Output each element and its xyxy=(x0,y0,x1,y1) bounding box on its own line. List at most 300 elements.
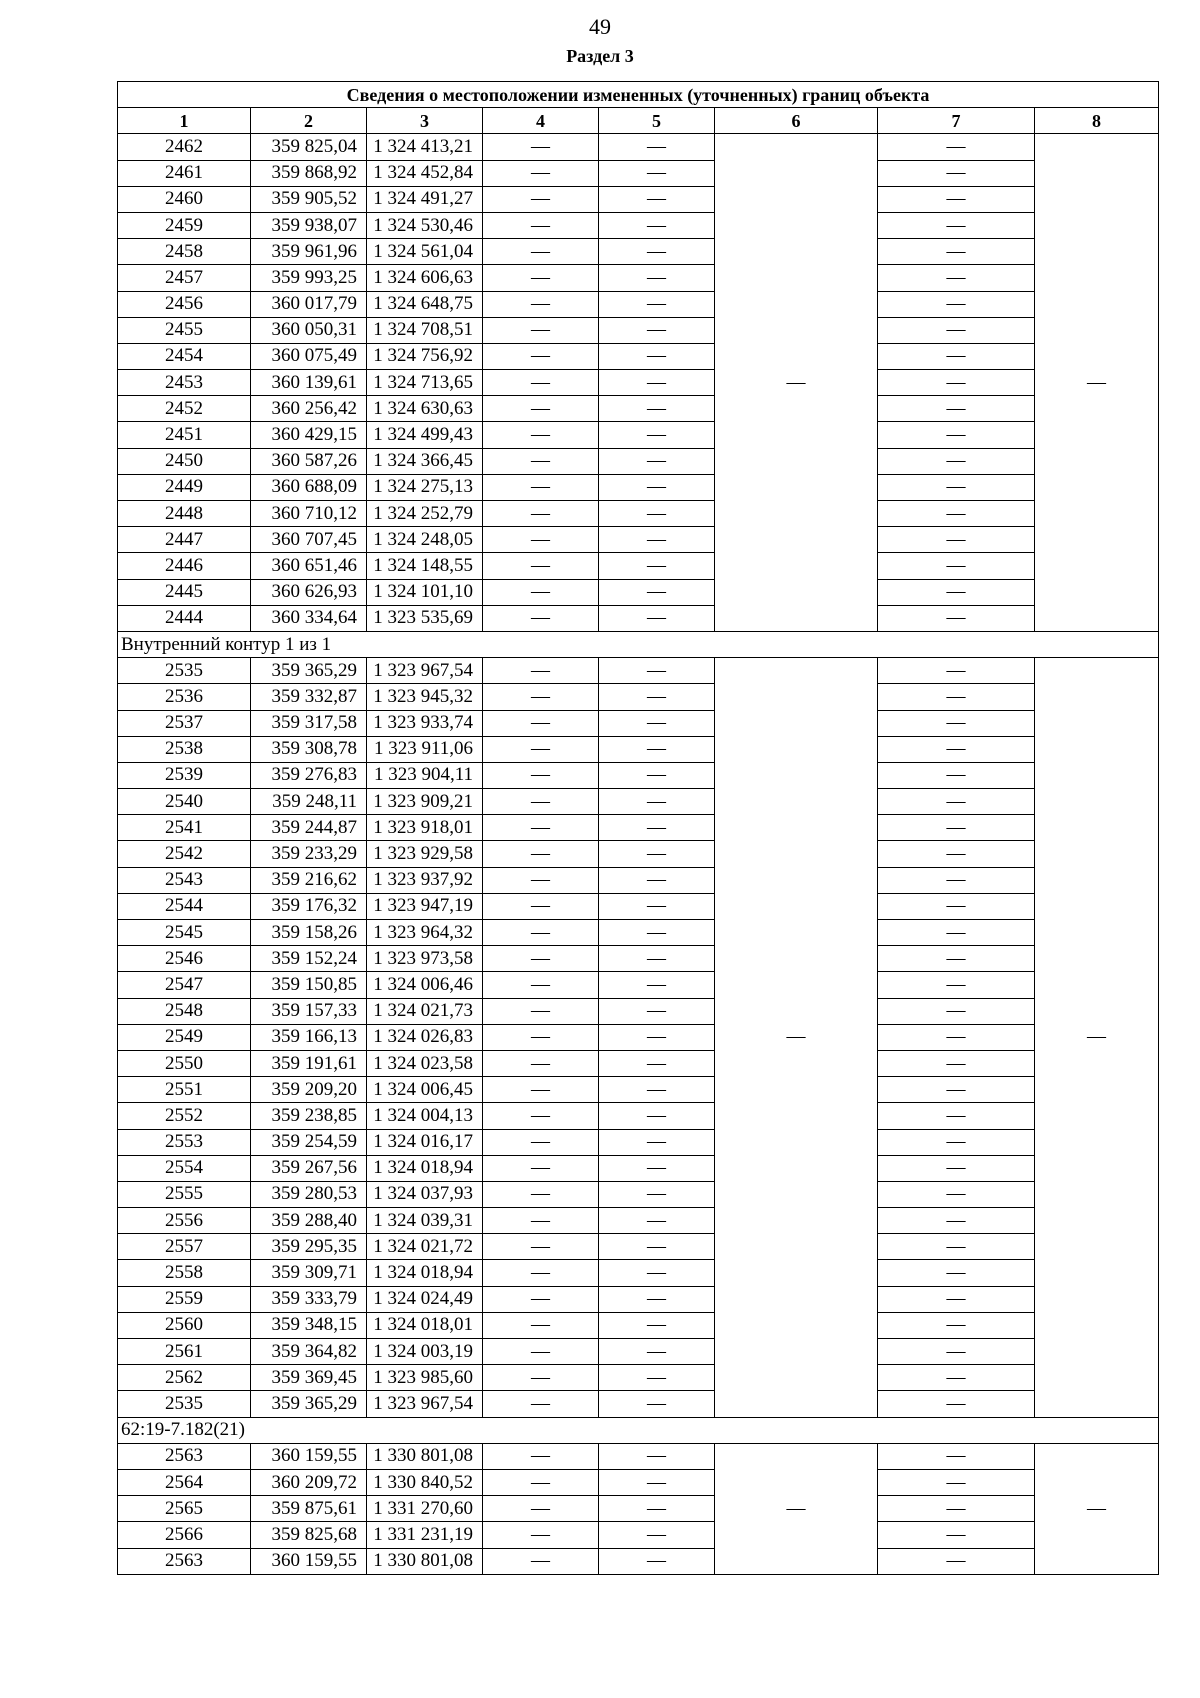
column-5-cell: — xyxy=(599,684,715,710)
point-number-cell: 2537 xyxy=(118,710,251,736)
point-number-cell: 2548 xyxy=(118,998,251,1024)
coordinate-y-cell: 1 324 630,63 xyxy=(367,396,483,422)
table-row xyxy=(118,762,1159,788)
coordinate-y-cell: 1 324 006,45 xyxy=(367,1077,483,1103)
column-4-cell: — xyxy=(483,291,599,317)
coordinate-y-cell: 1 324 452,84 xyxy=(367,160,483,186)
coordinate-x-cell: 359 825,68 xyxy=(251,1522,367,1548)
column-7-cell: — xyxy=(878,972,1035,998)
coordinate-x-cell: 360 710,12 xyxy=(251,501,367,527)
table-row xyxy=(118,1208,1159,1234)
column-7-cell: — xyxy=(878,1286,1035,1312)
column-header-7: 7 xyxy=(878,108,1035,134)
coordinate-x-cell: 359 244,87 xyxy=(251,815,367,841)
column-7-cell: — xyxy=(878,1155,1035,1181)
column-7-cell: — xyxy=(878,867,1035,893)
column-7-cell: — xyxy=(878,946,1035,972)
column-7-cell: — xyxy=(878,893,1035,919)
column-7-cell: — xyxy=(878,1129,1035,1155)
column-5-cell: — xyxy=(599,553,715,579)
column-5-cell: — xyxy=(599,317,715,343)
column-4-cell: — xyxy=(483,684,599,710)
point-number-cell: 2535 xyxy=(118,1391,251,1417)
coordinate-x-cell: 359 191,61 xyxy=(251,1050,367,1076)
coordinate-x-cell: 359 868,92 xyxy=(251,160,367,186)
column-5-cell: — xyxy=(599,474,715,500)
coordinate-x-cell: 360 017,79 xyxy=(251,291,367,317)
column-7-cell: — xyxy=(878,474,1035,500)
point-number-cell: 2453 xyxy=(118,370,251,396)
table-row xyxy=(118,1365,1159,1391)
column-5-cell: — xyxy=(599,1391,715,1417)
coordinate-y-cell: 1 324 006,46 xyxy=(367,972,483,998)
coordinate-x-cell: 360 688,09 xyxy=(251,474,367,500)
column-header-3: 3 xyxy=(367,108,483,134)
column-header-6: 6 xyxy=(715,108,878,134)
table-row xyxy=(118,920,1159,946)
coordinate-x-cell: 359 938,07 xyxy=(251,212,367,238)
column-7-cell: — xyxy=(878,160,1035,186)
column-7-cell: — xyxy=(878,579,1035,605)
table-row xyxy=(118,1496,1159,1522)
coordinate-x-cell: 359 993,25 xyxy=(251,265,367,291)
column-4-cell: — xyxy=(483,1391,599,1417)
coordinate-x-cell: 359 158,26 xyxy=(251,920,367,946)
column-7-cell: — xyxy=(878,762,1035,788)
column-4-cell: — xyxy=(483,501,599,527)
table-row xyxy=(118,946,1159,972)
column-4-cell: — xyxy=(483,1077,599,1103)
coordinate-y-cell: 1 324 248,05 xyxy=(367,527,483,553)
coordinate-x-cell: 359 348,15 xyxy=(251,1312,367,1338)
table-row xyxy=(118,710,1159,736)
column-7-cell: — xyxy=(878,1522,1035,1548)
column-5-cell: — xyxy=(599,396,715,422)
column-5-cell: — xyxy=(599,1155,715,1181)
coordinate-y-cell: 1 331 231,19 xyxy=(367,1522,483,1548)
coordinate-y-cell: 1 324 530,46 xyxy=(367,212,483,238)
coordinate-y-cell: 1 324 708,51 xyxy=(367,317,483,343)
coordinate-y-cell: 1 323 964,32 xyxy=(367,920,483,946)
column-6-merged-cell: — xyxy=(715,658,878,1417)
column-4-cell: — xyxy=(483,1024,599,1050)
table-row xyxy=(118,736,1159,762)
column-header-row xyxy=(118,108,1159,134)
point-number-cell: 2557 xyxy=(118,1234,251,1260)
coordinate-x-cell: 360 209,72 xyxy=(251,1469,367,1495)
column-6-merged-cell: — xyxy=(715,1443,878,1574)
coordinate-x-cell: 359 317,58 xyxy=(251,710,367,736)
point-number-cell: 2558 xyxy=(118,1260,251,1286)
point-number-cell: 2538 xyxy=(118,736,251,762)
table-row xyxy=(118,841,1159,867)
point-number-cell: 2449 xyxy=(118,474,251,500)
column-7-cell: — xyxy=(878,422,1035,448)
table-row xyxy=(118,291,1159,317)
column-4-cell: — xyxy=(483,789,599,815)
coordinate-x-cell: 359 333,79 xyxy=(251,1286,367,1312)
point-number-cell: 2536 xyxy=(118,684,251,710)
table-row xyxy=(118,343,1159,369)
column-7-cell: — xyxy=(878,396,1035,422)
coordinate-y-cell: 1 323 937,92 xyxy=(367,867,483,893)
column-4-cell: — xyxy=(483,1129,599,1155)
table-row xyxy=(118,1522,1159,1548)
column-4-cell: — xyxy=(483,920,599,946)
column-4-cell: — xyxy=(483,553,599,579)
table-row xyxy=(118,684,1159,710)
point-number-cell: 2457 xyxy=(118,265,251,291)
coordinate-x-cell: 359 308,78 xyxy=(251,736,367,762)
coordinate-y-cell: 1 324 021,73 xyxy=(367,998,483,1024)
coordinate-y-cell: 1 324 756,92 xyxy=(367,343,483,369)
coordinate-x-cell: 360 626,93 xyxy=(251,579,367,605)
section-title: Раздел 3 xyxy=(566,46,634,66)
coordinate-y-cell: 1 323 967,54 xyxy=(367,1391,483,1417)
coordinate-x-cell: 359 369,45 xyxy=(251,1365,367,1391)
column-5-cell: — xyxy=(599,265,715,291)
point-number-cell: 2543 xyxy=(118,867,251,893)
coordinate-y-cell: 1 323 945,32 xyxy=(367,684,483,710)
column-5-cell: — xyxy=(599,134,715,160)
point-number-cell: 2456 xyxy=(118,291,251,317)
table-row xyxy=(118,1234,1159,1260)
coordinate-x-cell: 359 961,96 xyxy=(251,239,367,265)
table-row xyxy=(118,1103,1159,1129)
column-4-cell: — xyxy=(483,815,599,841)
table-row xyxy=(118,658,1159,684)
coordinate-y-cell: 1 324 016,17 xyxy=(367,1129,483,1155)
coordinate-x-cell: 359 364,82 xyxy=(251,1339,367,1365)
table-row xyxy=(118,186,1159,212)
coordinate-x-cell: 359 295,35 xyxy=(251,1234,367,1260)
column-7-cell: — xyxy=(878,1260,1035,1286)
column-7-cell: — xyxy=(878,920,1035,946)
coordinate-y-cell: 1 324 018,94 xyxy=(367,1260,483,1286)
coordinate-x-cell: 359 209,20 xyxy=(251,1077,367,1103)
coordinate-y-cell: 1 324 275,13 xyxy=(367,474,483,500)
table-row xyxy=(118,317,1159,343)
table-row xyxy=(118,553,1159,579)
column-7-cell: — xyxy=(878,684,1035,710)
column-4-cell: — xyxy=(483,1181,599,1207)
column-4-cell: — xyxy=(483,265,599,291)
table-row xyxy=(118,579,1159,605)
point-number-cell: 2460 xyxy=(118,186,251,212)
coordinate-y-cell: 1 331 270,60 xyxy=(367,1496,483,1522)
point-number-cell: 2541 xyxy=(118,815,251,841)
coordinate-y-cell: 1 324 026,83 xyxy=(367,1024,483,1050)
table-row xyxy=(118,1286,1159,1312)
column-7-cell: — xyxy=(878,448,1035,474)
column-5-cell: — xyxy=(599,972,715,998)
column-4-cell: — xyxy=(483,1312,599,1338)
column-4-cell: — xyxy=(483,239,599,265)
table-row xyxy=(118,867,1159,893)
column-4-cell: — xyxy=(483,448,599,474)
point-number-cell: 2539 xyxy=(118,762,251,788)
point-number-cell: 2448 xyxy=(118,501,251,527)
coordinate-y-cell: 1 323 933,74 xyxy=(367,710,483,736)
point-number-cell: 2455 xyxy=(118,317,251,343)
point-number-cell: 2547 xyxy=(118,972,251,998)
column-4-cell: — xyxy=(483,1286,599,1312)
column-4-cell: — xyxy=(483,474,599,500)
table-row xyxy=(118,265,1159,291)
coordinate-y-cell: 1 323 918,01 xyxy=(367,815,483,841)
column-5-cell: — xyxy=(599,291,715,317)
column-7-cell: — xyxy=(878,527,1035,553)
column-5-cell: — xyxy=(599,815,715,841)
column-header-8: 8 xyxy=(1035,108,1159,134)
table-row xyxy=(118,1050,1159,1076)
column-7-cell: — xyxy=(878,1234,1035,1260)
coordinate-x-cell: 360 075,49 xyxy=(251,343,367,369)
table-row xyxy=(118,1181,1159,1207)
coordinate-y-cell: 1 324 648,75 xyxy=(367,291,483,317)
coordinate-x-cell: 359 332,87 xyxy=(251,684,367,710)
column-4-cell: — xyxy=(483,710,599,736)
column-4-cell: — xyxy=(483,946,599,972)
column-5-cell: — xyxy=(599,1443,715,1469)
column-5-cell: — xyxy=(599,1365,715,1391)
coordinate-y-cell: 1 324 606,63 xyxy=(367,265,483,291)
column-4-cell: — xyxy=(483,134,599,160)
point-number-cell: 2452 xyxy=(118,396,251,422)
coordinate-y-cell: 1 330 840,52 xyxy=(367,1469,483,1495)
point-number-cell: 2447 xyxy=(118,527,251,553)
column-7-cell: — xyxy=(878,815,1035,841)
column-5-cell: — xyxy=(599,186,715,212)
table-row xyxy=(118,789,1159,815)
coordinate-y-cell: 1 324 252,79 xyxy=(367,501,483,527)
point-number-cell: 2459 xyxy=(118,212,251,238)
point-number-cell: 2461 xyxy=(118,160,251,186)
coordinate-y-cell: 1 324 003,19 xyxy=(367,1339,483,1365)
column-5-cell: — xyxy=(599,422,715,448)
point-number-cell: 2454 xyxy=(118,343,251,369)
column-7-cell: — xyxy=(878,343,1035,369)
table-row xyxy=(118,605,1159,631)
column-4-cell: — xyxy=(483,1103,599,1129)
coordinate-x-cell: 359 216,62 xyxy=(251,867,367,893)
column-7-cell: — xyxy=(878,239,1035,265)
column-5-cell: — xyxy=(599,1339,715,1365)
table-row xyxy=(118,1077,1159,1103)
column-7-cell: — xyxy=(878,1443,1035,1469)
column-7-cell: — xyxy=(878,317,1035,343)
column-5-cell: — xyxy=(599,946,715,972)
column-4-cell: — xyxy=(483,1522,599,1548)
coordinate-x-cell: 359 288,40 xyxy=(251,1208,367,1234)
column-4-cell: — xyxy=(483,736,599,762)
column-7-cell: — xyxy=(878,841,1035,867)
coordinate-y-cell: 1 324 023,58 xyxy=(367,1050,483,1076)
column-5-cell: — xyxy=(599,658,715,684)
point-number-cell: 2445 xyxy=(118,579,251,605)
coordinate-x-cell: 360 139,61 xyxy=(251,370,367,396)
coordinate-y-cell: 1 323 904,11 xyxy=(367,762,483,788)
point-number-cell: 2458 xyxy=(118,239,251,265)
column-5-cell: — xyxy=(599,605,715,631)
column-7-cell: — xyxy=(878,212,1035,238)
table-row xyxy=(118,370,1159,396)
table-row xyxy=(118,396,1159,422)
point-number-cell: 2553 xyxy=(118,1129,251,1155)
table-caption-row xyxy=(118,82,1159,108)
coordinate-y-cell: 1 323 535,69 xyxy=(367,605,483,631)
column-7-cell: — xyxy=(878,501,1035,527)
coordinate-x-cell: 359 905,52 xyxy=(251,186,367,212)
table-row xyxy=(118,527,1159,553)
point-number-cell: 2564 xyxy=(118,1469,251,1495)
coordinate-y-cell: 1 324 491,27 xyxy=(367,186,483,212)
table-row xyxy=(118,1443,1159,1469)
column-7-cell: — xyxy=(878,1365,1035,1391)
point-number-cell: 2450 xyxy=(118,448,251,474)
column-4-cell: — xyxy=(483,1469,599,1495)
coordinate-y-cell: 1 323 947,19 xyxy=(367,893,483,919)
column-4-cell: — xyxy=(483,1548,599,1574)
table-row xyxy=(118,1024,1159,1050)
point-number-cell: 2556 xyxy=(118,1208,251,1234)
contour-label-row xyxy=(118,631,1159,657)
column-4-cell: — xyxy=(483,186,599,212)
column-7-cell: — xyxy=(878,1077,1035,1103)
column-header-5: 5 xyxy=(599,108,715,134)
column-header-4: 4 xyxy=(483,108,599,134)
point-number-cell: 2560 xyxy=(118,1312,251,1338)
column-4-cell: — xyxy=(483,867,599,893)
coordinate-x-cell: 359 150,85 xyxy=(251,972,367,998)
column-7-cell: — xyxy=(878,658,1035,684)
column-7-cell: — xyxy=(878,291,1035,317)
coordinate-x-cell: 360 159,55 xyxy=(251,1548,367,1574)
column-4-cell: — xyxy=(483,422,599,448)
table-body xyxy=(118,134,1159,1574)
column-5-cell: — xyxy=(599,1050,715,1076)
column-5-cell: — xyxy=(599,1077,715,1103)
point-number-cell: 2554 xyxy=(118,1155,251,1181)
contour-label-row xyxy=(118,1417,1159,1443)
coordinate-x-cell: 359 365,29 xyxy=(251,1391,367,1417)
coordinate-y-cell: 1 324 021,72 xyxy=(367,1234,483,1260)
contour-label: 62:19-7.182(21) xyxy=(118,1417,1159,1443)
coordinate-x-cell: 359 825,04 xyxy=(251,134,367,160)
coordinate-x-cell: 360 334,64 xyxy=(251,605,367,631)
column-8-merged-cell: — xyxy=(1035,658,1159,1417)
table-row xyxy=(118,160,1159,186)
point-number-cell: 2555 xyxy=(118,1181,251,1207)
coordinate-x-cell: 360 587,26 xyxy=(251,448,367,474)
coordinate-x-cell: 360 256,42 xyxy=(251,396,367,422)
column-7-cell: — xyxy=(878,1050,1035,1076)
coordinate-x-cell: 359 365,29 xyxy=(251,658,367,684)
column-5-cell: — xyxy=(599,212,715,238)
coordinate-x-cell: 359 248,11 xyxy=(251,789,367,815)
table-row xyxy=(118,1469,1159,1495)
column-7-cell: — xyxy=(878,710,1035,736)
column-5-cell: — xyxy=(599,841,715,867)
column-5-cell: — xyxy=(599,1312,715,1338)
coordinate-y-cell: 1 324 004,13 xyxy=(367,1103,483,1129)
coordinate-y-cell: 1 323 967,54 xyxy=(367,658,483,684)
column-8-merged-cell: — xyxy=(1035,134,1159,632)
point-number-cell: 2562 xyxy=(118,1365,251,1391)
table-row xyxy=(118,501,1159,527)
coordinate-y-cell: 1 324 413,21 xyxy=(367,134,483,160)
column-4-cell: — xyxy=(483,762,599,788)
coordinate-x-cell: 359 176,32 xyxy=(251,893,367,919)
table-row xyxy=(118,448,1159,474)
column-7-cell: — xyxy=(878,1469,1035,1495)
column-5-cell: — xyxy=(599,1260,715,1286)
column-5-cell: — xyxy=(599,736,715,762)
coordinate-x-cell: 359 875,61 xyxy=(251,1496,367,1522)
coordinate-x-cell: 359 254,59 xyxy=(251,1129,367,1155)
coordinate-y-cell: 1 323 985,60 xyxy=(367,1365,483,1391)
table-row xyxy=(118,998,1159,1024)
column-4-cell: — xyxy=(483,841,599,867)
column-7-cell: — xyxy=(878,1103,1035,1129)
column-4-cell: — xyxy=(483,893,599,919)
coordinate-y-cell: 1 323 911,06 xyxy=(367,736,483,762)
point-number-cell: 2551 xyxy=(118,1077,251,1103)
column-7-cell: — xyxy=(878,1208,1035,1234)
coordinate-x-cell: 360 429,15 xyxy=(251,422,367,448)
point-number-cell: 2559 xyxy=(118,1286,251,1312)
point-number-cell: 2451 xyxy=(118,422,251,448)
column-4-cell: — xyxy=(483,160,599,186)
column-7-cell: — xyxy=(878,134,1035,160)
coordinate-x-cell: 359 152,24 xyxy=(251,946,367,972)
column-7-cell: — xyxy=(878,553,1035,579)
column-4-cell: — xyxy=(483,370,599,396)
coordinate-y-cell: 1 324 713,65 xyxy=(367,370,483,396)
column-5-cell: — xyxy=(599,160,715,186)
column-7-cell: — xyxy=(878,736,1035,762)
coordinate-x-cell: 360 159,55 xyxy=(251,1443,367,1469)
point-number-cell: 2566 xyxy=(118,1522,251,1548)
table-row xyxy=(118,1260,1159,1286)
coordinate-y-cell: 1 324 148,55 xyxy=(367,553,483,579)
column-5-cell: — xyxy=(599,998,715,1024)
table-row xyxy=(118,134,1159,160)
column-5-cell: — xyxy=(599,527,715,553)
column-5-cell: — xyxy=(599,1548,715,1574)
column-7-cell: — xyxy=(878,789,1035,815)
coordinate-x-cell: 359 267,56 xyxy=(251,1155,367,1181)
column-header-1: 1 xyxy=(118,108,251,134)
coordinate-x-cell: 360 651,46 xyxy=(251,553,367,579)
table-row xyxy=(118,474,1159,500)
coordinate-y-cell: 1 324 101,10 xyxy=(367,579,483,605)
point-number-cell: 2446 xyxy=(118,553,251,579)
column-5-cell: — xyxy=(599,789,715,815)
coordinate-y-cell: 1 324 499,43 xyxy=(367,422,483,448)
column-4-cell: — xyxy=(483,1155,599,1181)
column-5-cell: — xyxy=(599,710,715,736)
point-number-cell: 2444 xyxy=(118,605,251,631)
column-4-cell: — xyxy=(483,1260,599,1286)
coordinate-x-cell: 359 238,85 xyxy=(251,1103,367,1129)
column-4-cell: — xyxy=(483,1339,599,1365)
column-7-cell: — xyxy=(878,1496,1035,1522)
column-4-cell: — xyxy=(483,998,599,1024)
column-5-cell: — xyxy=(599,579,715,605)
coordinate-y-cell: 1 324 561,04 xyxy=(367,239,483,265)
column-7-cell: — xyxy=(878,1312,1035,1338)
